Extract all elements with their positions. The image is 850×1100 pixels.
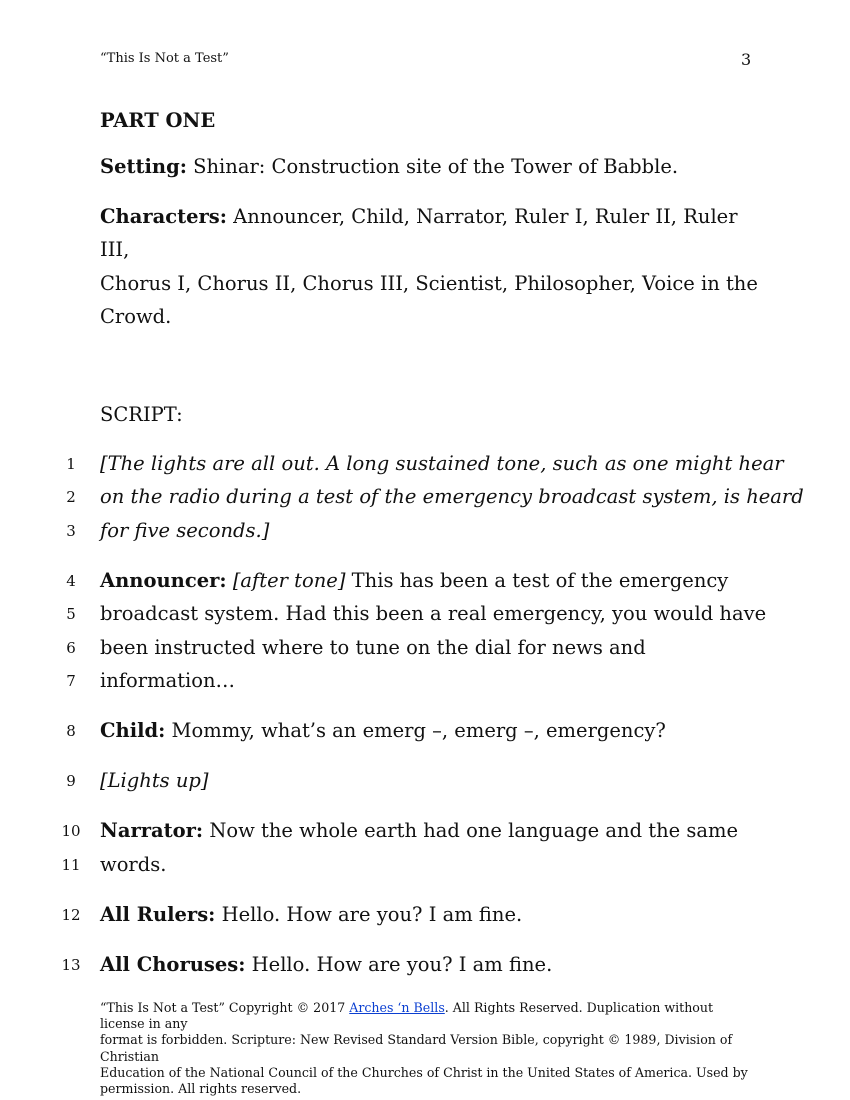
line-number: 8 — [66, 722, 76, 740]
footer-text: format is forbidden. Scripture: New Revised Standard Version Bible, copyright © 1989, Division of Christian — [100, 1032, 733, 1064]
dialogue-text: information… — [100, 669, 236, 692]
characters-line: Announcer, Child, Narrator, Ruler I, Ruler II, Ruler III, — [100, 204, 738, 261]
setting-text: Shinar: Construction site of the Tower of Babble. — [186, 155, 679, 178]
footer-text: “This Is Not a Test” Copyright © 2017 — [100, 1000, 350, 1015]
footer-text: permission. All rights reserved. — [100, 1081, 302, 1097]
speaker-name: Narrator: — [100, 819, 204, 842]
dialogue-text: words. — [100, 852, 167, 876]
script-line — [66, 564, 760, 598]
script-line — [66, 764, 760, 798]
page-number: 3 — [741, 50, 752, 69]
script-line — [66, 664, 760, 698]
line-number: 4 — [66, 571, 76, 590]
script-line — [66, 480, 804, 514]
speaker-name: All Rulers: — [100, 902, 216, 926]
script-line — [66, 447, 784, 481]
line-number: 2 — [66, 488, 76, 506]
setting-label: Setting: — [100, 155, 187, 178]
line-number: 3 — [66, 521, 76, 540]
page-body — [61, 106, 804, 981]
dialogue-text: Mommy, what’s an emerg –, emerg –, emergency? — [165, 719, 666, 742]
line-number: 1 — [66, 454, 76, 473]
characters-line: Chorus I, Chorus II, Chorus III, Scientist, Philosopher, Voice in the — [100, 271, 758, 295]
speaker-name: Announcer: — [100, 568, 227, 592]
publisher-link[interactable]: Arches ‘n Bells — [349, 1000, 445, 1015]
dialogue-text: been instructed where to tune on the dial for news and — [100, 635, 646, 659]
line-number: 6 — [66, 638, 76, 657]
stage-direction: [after tone] — [232, 568, 346, 592]
script-lines — [61, 447, 804, 982]
characters-line: Crowd. — [100, 305, 172, 328]
script-line — [61, 898, 760, 932]
script-line — [61, 848, 760, 882]
footer-text: . All Rights Reserved. Duplication without license in any — [100, 1000, 714, 1032]
dialogue-text: Hello. How are you? I am fine. — [215, 902, 523, 926]
script-line — [66, 631, 760, 665]
line-number: 9 — [66, 772, 76, 790]
dialogue-text: Hello. How are you? I am fine. — [245, 952, 553, 976]
spacer — [100, 350, 760, 400]
line-number: 5 — [66, 605, 76, 623]
speaker-name: Child: — [100, 719, 166, 742]
setting-paragraph — [100, 150, 760, 184]
characters-label: Characters: — [100, 204, 227, 228]
script-line — [61, 814, 760, 848]
dialogue-text: Now the whole earth had one language and the same — [203, 819, 739, 842]
stage-direction: for five seconds.] — [100, 518, 270, 542]
stage-direction: on the radio during a test of the emergency broadcast system, is heard — [100, 485, 804, 508]
line-number: 10 — [61, 822, 81, 840]
script-label: SCRIPT: — [100, 402, 183, 426]
line-number: 11 — [61, 855, 81, 874]
stage-direction: [The lights are all out. A long sustained tone, such as one might hear — [100, 451, 784, 475]
part-heading: PART ONE — [100, 109, 216, 132]
characters-paragraph — [100, 200, 760, 334]
footer-text: Education of the National Council of the Churches of Christ in the United States of America. Used by — [100, 1064, 748, 1080]
running-title: “This Is Not a Test” — [100, 51, 229, 66]
speaker-name: All Choruses: — [100, 952, 246, 976]
line-number: 13 — [61, 955, 81, 974]
line-number: 7 — [66, 672, 76, 690]
stage-direction: [Lights up] — [100, 769, 209, 792]
copyright-footer — [100, 1000, 748, 1097]
script-line — [66, 714, 760, 748]
script-line — [61, 948, 760, 982]
script-line — [66, 514, 760, 548]
dialogue-text: This has been a test of the emergency — [345, 568, 729, 592]
script-line — [66, 597, 767, 631]
line-number: 12 — [61, 905, 81, 924]
dialogue-text: broadcast system. Had this been a real emergency, you would have — [100, 602, 767, 625]
